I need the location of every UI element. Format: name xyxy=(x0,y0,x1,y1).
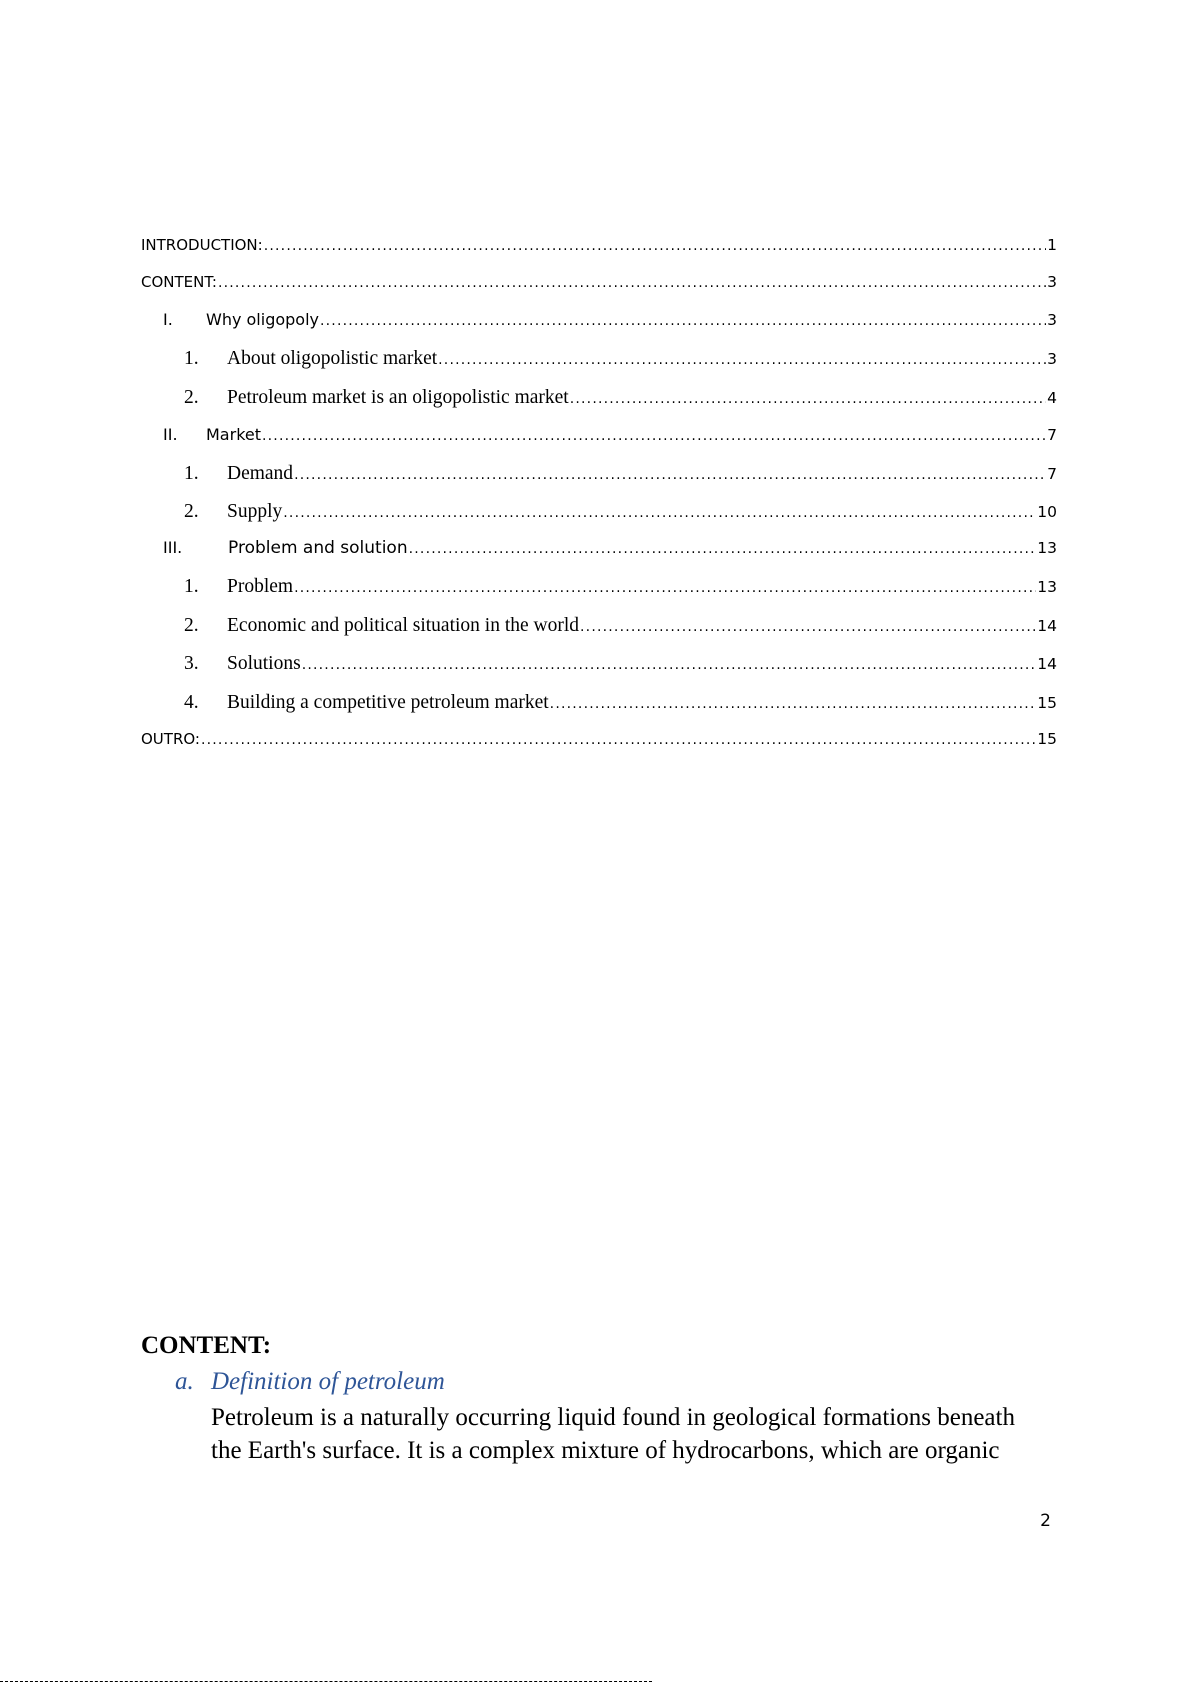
toc-entry-number: 3. xyxy=(184,653,199,674)
toc-entry-competitive-market[interactable] xyxy=(141,692,1057,716)
toc-entry-problem-and-solution[interactable] xyxy=(141,538,1057,562)
body-paragraph xyxy=(211,1401,1071,1467)
toc-entry-title: Building a competitive petroleum market xyxy=(227,692,549,713)
toc-entry-page: 1 xyxy=(1047,236,1057,254)
toc-dot-leader xyxy=(201,732,1036,748)
toc-entry-title: Problem xyxy=(227,576,294,597)
toc-entry-market[interactable] xyxy=(141,425,1057,449)
toc-dot-leader xyxy=(570,391,1046,407)
toc-entry-number: I. xyxy=(163,310,173,329)
toc-entry-title: Problem and solution xyxy=(228,538,408,558)
toc-entry-page: 7 xyxy=(1047,426,1057,444)
toc-entry-page: 13 xyxy=(1037,578,1057,596)
toc-entry-title: OUTRO: xyxy=(141,730,200,748)
toc-entry-number: 4. xyxy=(184,692,199,713)
toc-entry-page: 3 xyxy=(1047,350,1057,368)
toc-dot-leader xyxy=(550,696,1037,712)
toc-entry-title: Supply xyxy=(227,501,283,522)
toc-entry-number: 1. xyxy=(184,576,199,597)
page-number: 2 xyxy=(1040,1511,1051,1531)
toc-entry-economic-political-situation[interactable] xyxy=(141,615,1057,639)
toc-entry-title: Market xyxy=(206,425,261,444)
toc-entry-page: 13 xyxy=(1037,539,1057,557)
toc-entry-page: 3 xyxy=(1047,273,1057,291)
toc-entry-page: 7 xyxy=(1047,465,1057,483)
toc-entry-about-oligopolistic-market[interactable] xyxy=(141,348,1057,372)
toc-entry-title: Petroleum market is an oligopolistic market xyxy=(227,387,569,408)
toc-entry-title: About oligopolistic market xyxy=(227,348,438,369)
toc-entry-demand[interactable] xyxy=(141,463,1057,487)
toc-dot-leader xyxy=(409,541,1037,557)
toc-dot-leader xyxy=(283,505,1036,521)
list-marker: a. xyxy=(175,1368,194,1395)
toc-dot-leader xyxy=(580,619,1036,635)
toc-entry-title: Economic and political situation in the world xyxy=(227,615,580,636)
toc-entry-page: 15 xyxy=(1037,730,1057,748)
toc-entry-number: III. xyxy=(163,538,183,557)
toc-dot-leader xyxy=(294,580,1036,596)
toc-entry-title: Demand xyxy=(227,463,294,484)
toc-dot-leader xyxy=(262,428,1046,444)
page-break-divider xyxy=(0,1681,652,1682)
toc-entry-number: 2. xyxy=(184,615,199,636)
toc-entry-title: CONTENT: xyxy=(141,273,217,291)
toc-entry-page: 15 xyxy=(1037,694,1057,712)
toc-entry-page: 4 xyxy=(1047,389,1057,407)
toc-entry-introduction[interactable] xyxy=(141,236,1057,260)
subsection-heading xyxy=(175,1368,445,1396)
toc-entry-title: INTRODUCTION: xyxy=(141,236,263,254)
toc-entry-page: 14 xyxy=(1037,655,1057,673)
toc-dot-leader xyxy=(438,352,1046,368)
toc-entry-number: 1. xyxy=(184,348,199,369)
toc-entry-outro[interactable] xyxy=(141,730,1057,754)
toc-entry-number: 1. xyxy=(184,463,199,484)
toc-entry-supply[interactable] xyxy=(141,501,1057,525)
toc-entry-title: Solutions xyxy=(227,653,301,674)
toc-entry-page: 3 xyxy=(1047,311,1057,329)
toc-entry-number: II. xyxy=(163,425,178,444)
toc-entry-page: 10 xyxy=(1037,503,1057,521)
toc-entry-page: 14 xyxy=(1037,617,1057,635)
toc-entry-problem[interactable] xyxy=(141,576,1057,600)
paragraph-line: the Earth's surface. It is a complex mixture of hydrocarbons, which are organic xyxy=(211,1437,1000,1464)
subsection-title: Definition of petroleum xyxy=(211,1368,445,1395)
toc-dot-leader xyxy=(302,657,1037,673)
toc-dot-leader xyxy=(218,275,1046,291)
toc-dot-leader xyxy=(320,313,1046,329)
toc-dot-leader xyxy=(264,238,1046,254)
toc-entry-content[interactable] xyxy=(141,273,1057,297)
paragraph-line: Petroleum is a naturally occurring liquid found in geological formations beneath xyxy=(211,1404,1015,1431)
section-heading: CONTENT: xyxy=(141,1332,272,1359)
toc-entry-solutions[interactable] xyxy=(141,653,1057,677)
toc-dot-leader xyxy=(294,467,1046,483)
toc-entry-petroleum-market[interactable] xyxy=(141,387,1057,411)
toc-entry-why-oligopoly[interactable] xyxy=(141,310,1057,334)
toc-entry-title: Why oligopoly xyxy=(206,310,319,329)
toc-entry-number: 2. xyxy=(184,501,199,522)
toc-entry-number: 2. xyxy=(184,387,199,408)
